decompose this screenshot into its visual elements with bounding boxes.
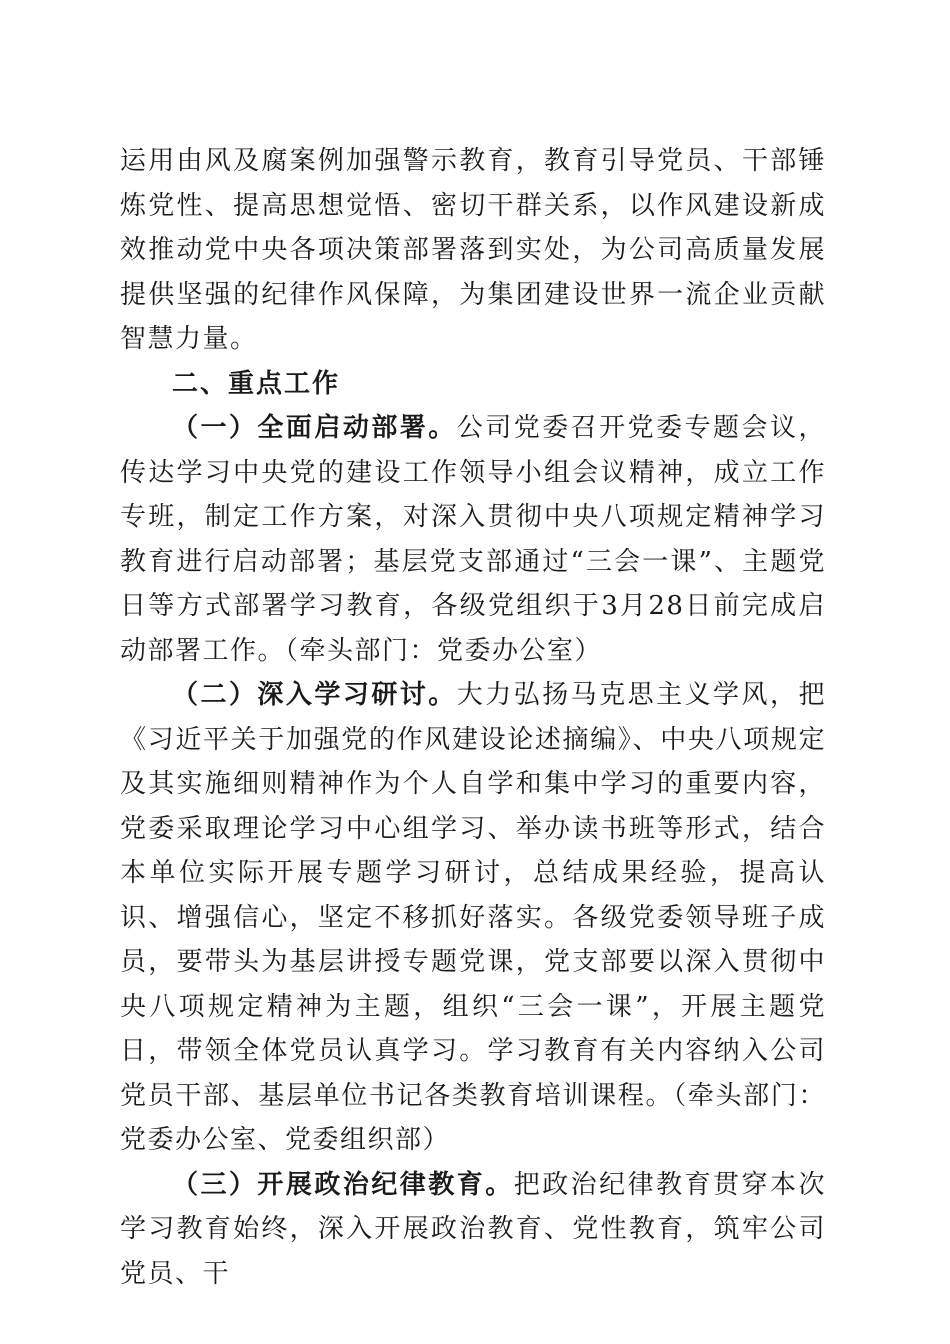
paragraph-text: 公司党委召开党委专题会议，传达学习中央党的建设工作领导小组会议精神，成立工作专班，制定工作方案，对深入贯彻中央八项规定精神学习教育进行启动部署；基层党支部通过“三会一课”、主题党日等方式部署学习教育，各级党组织于3月28日前完成启动部署工作。（牵头部门：党委办公室） — [120, 413, 826, 666]
paragraph-text: 运用由风及腐案例加强警示教育，教育引导党员、干部锤炼党性、提高思想觉悟、密切干群关系，以作风建设新成效推动党中央各项决策部署落到实处，为公司高质量发展提供坚强的纪律作风保障，为集团建设世界一流企业贡献智慧力量。 — [120, 146, 826, 354]
paragraph-text: 大力弘扬马克思主义学风，把《习近平关于加强党的作风建设论述摘编》、中央八项规定及其实施细则精神作为个人自学和集中学习的重要内容，党委采取理论学习中心组学习、举办读书班等形式，结合本单位实际开展专题学习研讨，总结成果经验，提高认识、增强信心，坚定不移抓好落实。各级党委领导班子成员，要带头为基层讲授专题党课，党支部要以深入贯彻中央八项规定精神为主题，组织“三会一课”，开展主题党日，带领全体党员认真学习。学习教育有关内容纳入公司党员干部、基层单位书记各类教育培训课程。（牵头部门：党委办公室、党委组织部） — [120, 680, 826, 1155]
paragraph-lead: （二）深入学习研讨。 — [172, 680, 457, 710]
paragraph-text: 把政治纪律教育贯穿本次学习教育始终，深入开展政治教育、党性教育，筑牢公司党员、干 — [120, 1169, 826, 1289]
paragraph-item-3 — [120, 1163, 826, 1297]
section-heading — [120, 362, 826, 407]
paragraph-item-2 — [120, 673, 826, 1163]
document-body — [120, 139, 826, 1296]
section-heading-text: 二、重点工作 — [172, 368, 341, 399]
paragraph-continuation — [120, 139, 826, 362]
paragraph-lead: （三）开展政治纪律教育。 — [172, 1169, 514, 1200]
paragraph-item-1 — [120, 406, 826, 673]
paragraph-lead: （一）全面启动部署。 — [172, 413, 457, 443]
